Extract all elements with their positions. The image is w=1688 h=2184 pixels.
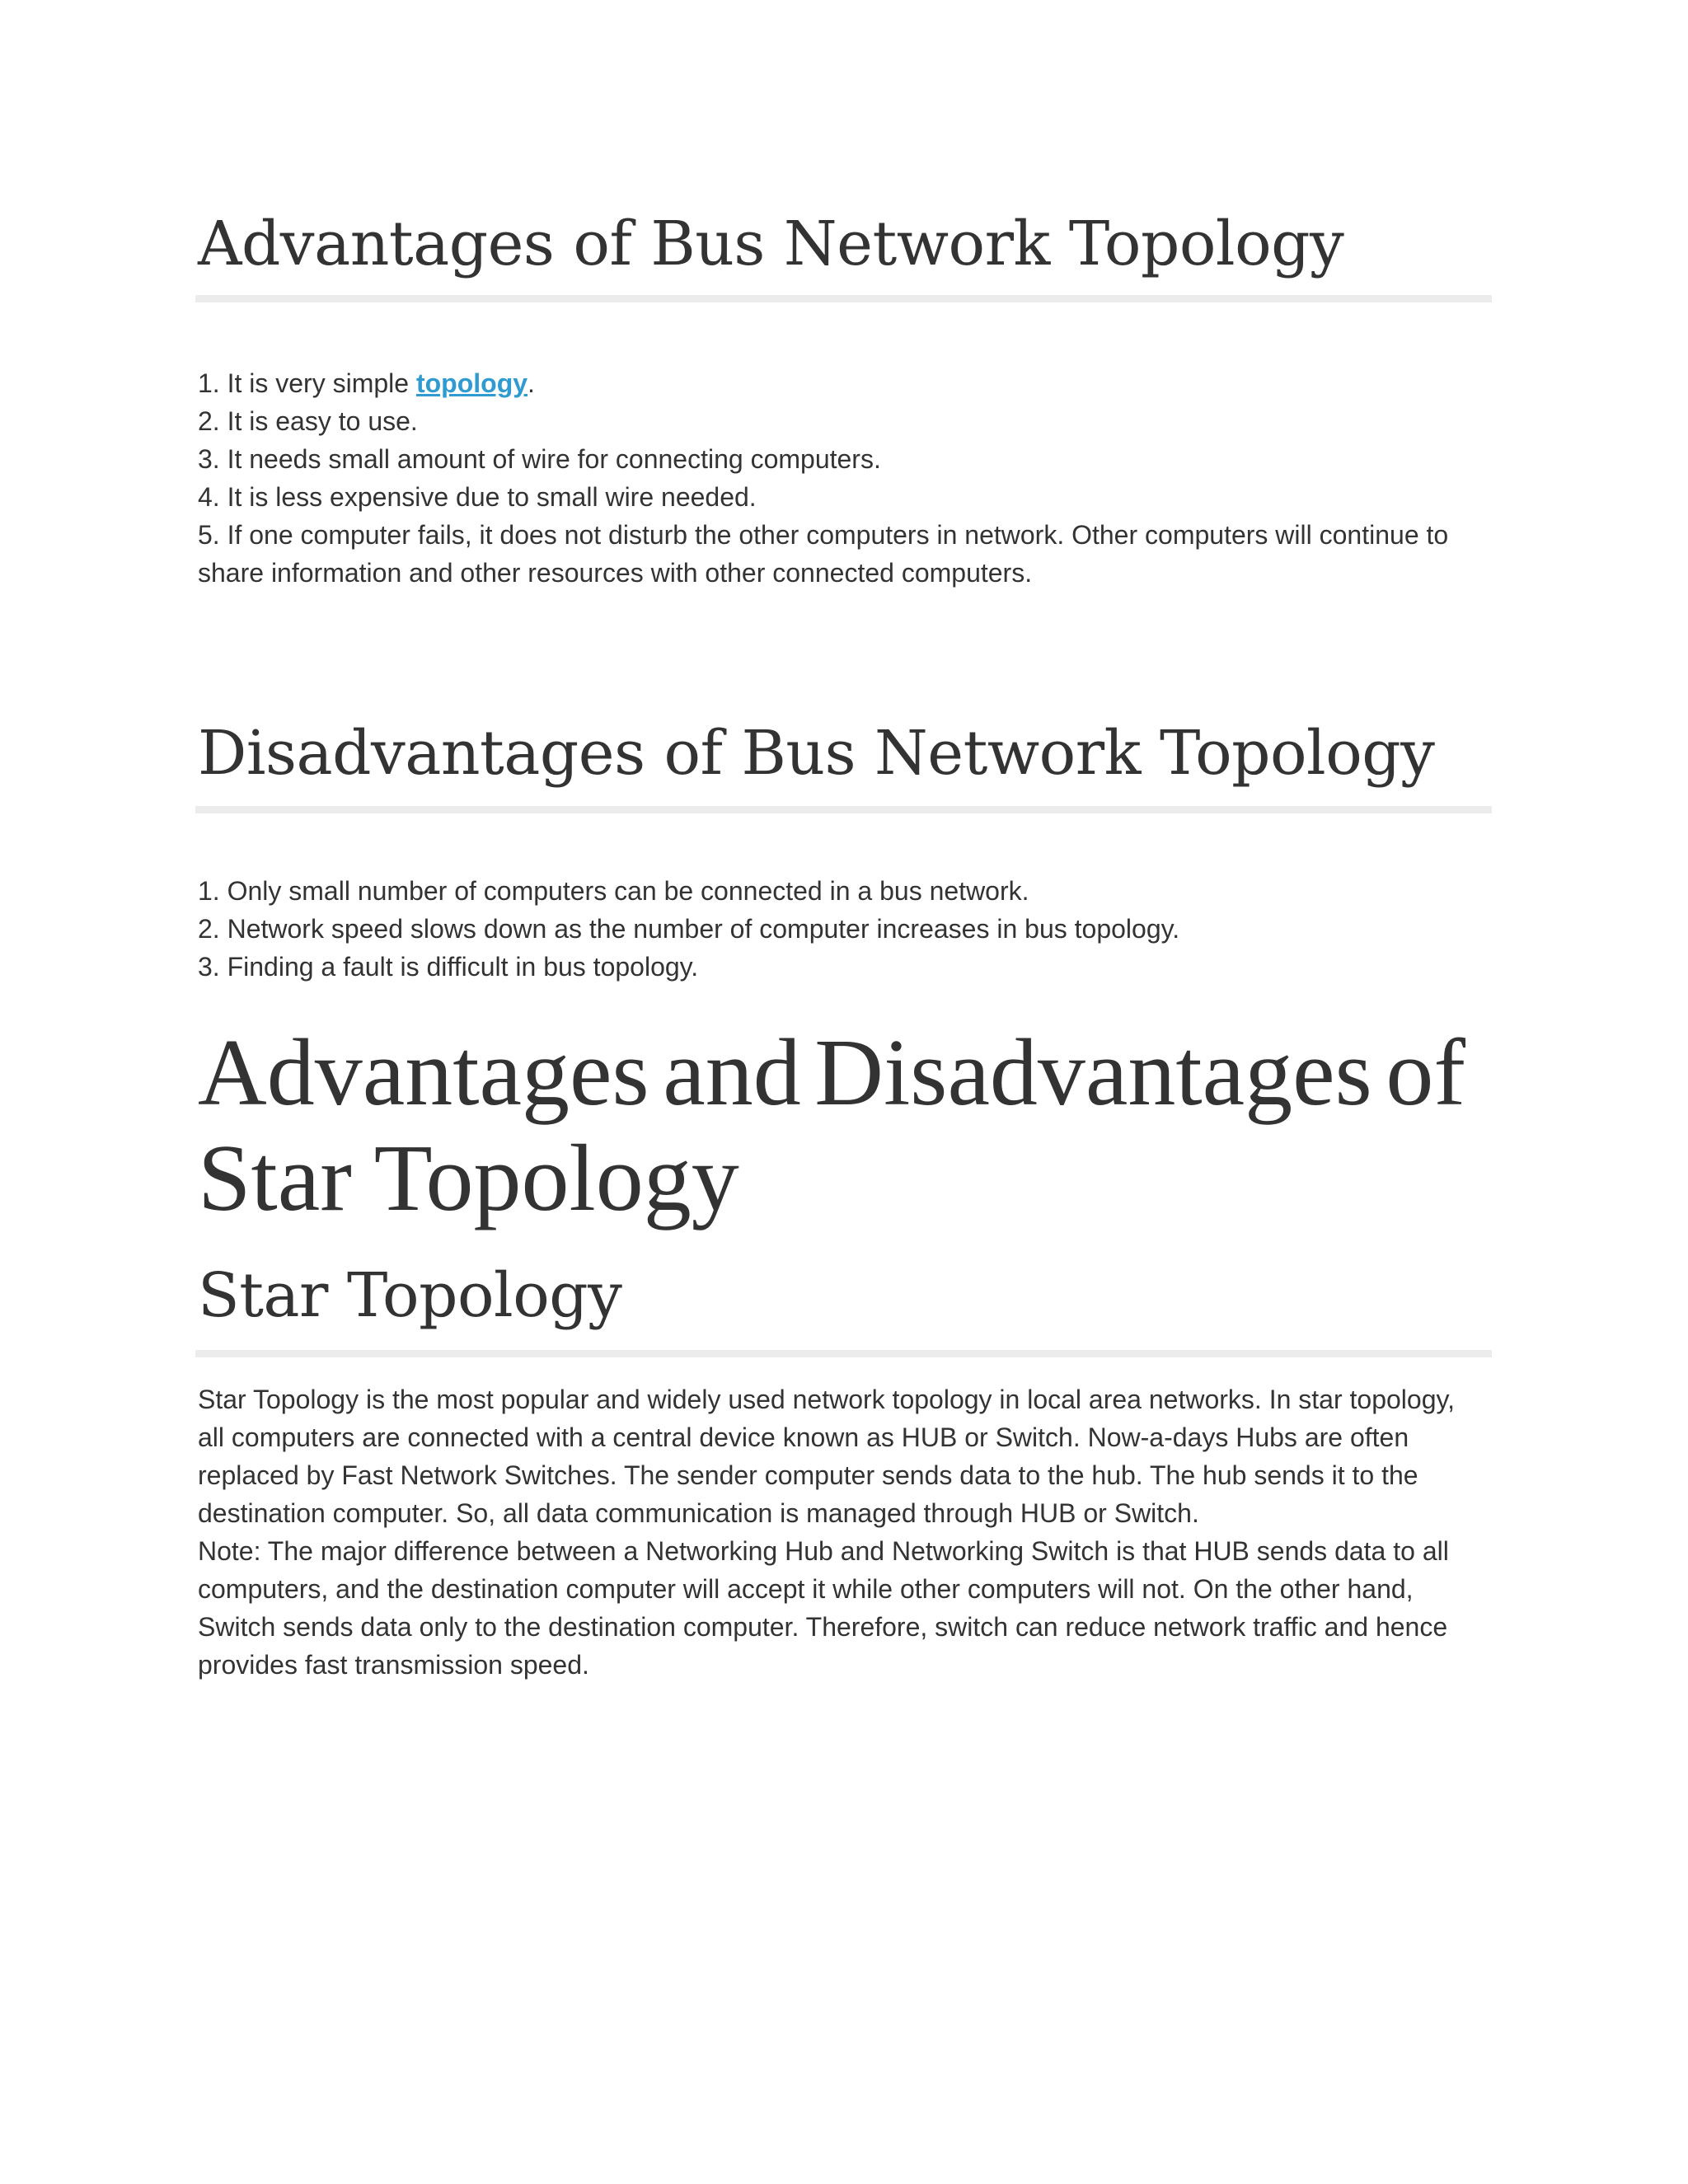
list-item: 3. Finding a fault is difficult in bus topology. [198,952,699,982]
list-item-text: 1. It is very simple [198,368,416,398]
star-title-word: Advantages [198,1020,649,1126]
heading-rule [195,1350,1492,1357]
star-title-word: Disadvantages [814,1020,1372,1126]
list-item-suffix: . [528,368,535,398]
heading-rule [195,295,1492,302]
bus-advantages-list [198,364,1492,592]
list-item: 2. It is easy to use. [198,406,418,436]
bus-disadvantages-heading: Disadvantages of Bus Network Topology [198,718,1435,789]
star-title-line-1 [198,1020,1465,1126]
star-paragraph: Star Topology is the most popular and widely used network topology in local area networks. In star topology, all computers are connected with a central device known as HUB or Switch. Now-a-days Hubs are often replaced by Fast Network Switches. The sender computer sends data to the hub. The hub sends it to the destination computer. So, all data communication is managed through HUB or Switch. [198,1385,1455,1528]
list-item: 3. It needs small amount of wire for connecting computers. [198,444,881,474]
star-note: Note: The major difference between a Networking Hub and Networking Switch is that HUB sends data to all computers, and the destination computer will accept it while other computers will not. On the other hand, Switch sends data only to the destination computer. Therefore, switch can reduce network traffic and hence provides fast transmission speed. [198,1536,1449,1680]
star-title-word: of [1386,1020,1465,1126]
bus-advantages-heading: Advantages of Bus Network Topology [198,209,1344,279]
bus-disadvantages-list [198,872,1492,986]
star-body [198,1380,1484,1684]
list-item: 2. Network speed slows down as the number of computer increases in bus topology. [198,914,1180,944]
star-subheading: Star Topology [198,1260,622,1331]
list-item: 5. If one computer fails, it does not disturb the other computers in network. Other computers will continue to share information and other resources with other connected computers. [198,520,1449,588]
list-item [198,364,1492,402]
heading-rule [195,806,1492,813]
star-title-line-2: Star Topology [198,1126,739,1231]
list-item: 4. It is less expensive due to small wire needed. [198,482,757,512]
topology-link[interactable]: topology [415,368,528,398]
star-title-word: and [663,1020,801,1126]
star-title [198,1020,1496,1231]
list-item: 1. Only small number of computers can be connected in a bus network. [198,876,1029,906]
